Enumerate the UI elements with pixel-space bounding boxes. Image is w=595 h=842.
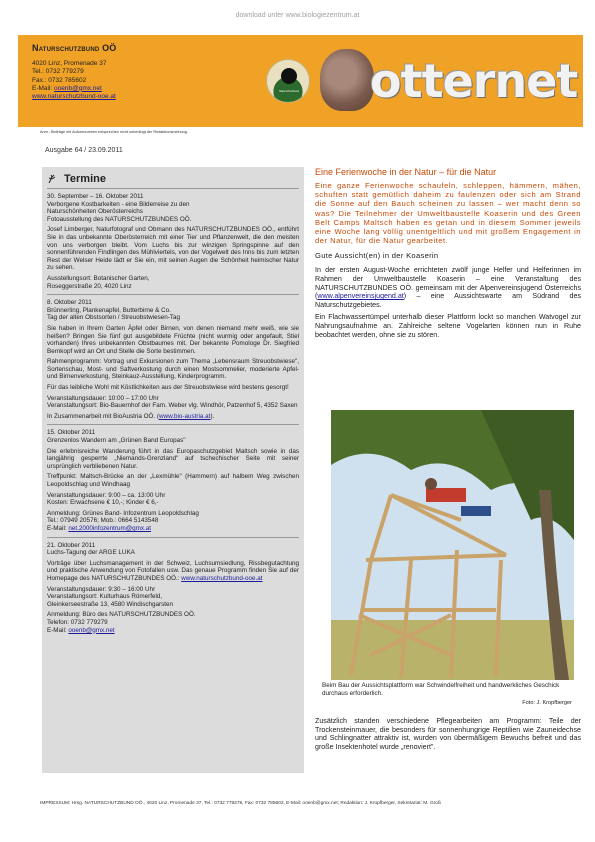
article-paragraph: Ein Flachwassertümpel unterhalb dieser Plattform lockt so manchen Watvogel zur Nahrungsaufnahme an. Zahlreiche seltene Vogelarten können nun in Ruhe beobachtet werden, ohne sie zu stören. — [315, 313, 581, 339]
article-paragraph: Zusätzlich standen verschiedene Pflegearbeiten am Programm: Teile der Trockensteinmauer, die besonders für sonnenhungrige Reptilien wie Zauneidechse und Schlingnatter attraktiv ist, wurden von übermäßigem Bewuchs befreit und das große Insektenhotel wurde „renoviert". — [315, 717, 581, 751]
logo-wordmark: otternet — [370, 54, 578, 108]
address: 4020 Linz, Promenade 37 — [32, 60, 107, 68]
email-line: E-Mail: ooenb@gmx.net — [32, 84, 102, 92]
article — [315, 167, 581, 343]
termine-heading: Termine — [47, 174, 299, 189]
naturschutzbund-link[interactable]: www.naturschutzbund-ooe.at — [181, 574, 263, 582]
article-intro: Eine ganze Ferienwoche schaufeln, schleppen, hämmern, mähen, schuften statt gemütlich daheim zu faulenzen oder sich am Strand die Sonne auf den Bauch scheinen zu lassen – wer macht denn so was? Die Teilnehmer der Umweltbaustelle Koaserin und des Green Belt Camps Maltsch haben es getan und in diesem Sommer jeweils eine Woche lang völlig unentgeltlich und mit großem Engagement in der Natur, für die Natur gearbeitet. — [315, 181, 581, 246]
infozentrum-email-link[interactable]: net.2000infozentrum@gmx.at — [68, 524, 152, 532]
event-4: 21. Oktober 2011 Luchs-Tagung der ARGE LUKA Vorträge über Luchsmanagement in der Schweiz, Luchsumsiedlung, Rissbegutachtung und praktische Anwendung von Fotofallen usw. Das genaue Programm finden Sie auf der Homepage des NATURSCHUTZBUNDES OÖ.: www.naturschutzbund-ooe.at Veranstaltungsdauer: 9:30 – 16:00 Uhr Veranstaltungsort: Kulturhaus Römerfeld, Gleinkerseestraße 13, 4580 Windischgarsten Anmeldung: Büro des NATURSCHUTZBUNDES OÖ. Telefon: 0732 779279 E-Mail: ooenb@gmx.net — [47, 541, 299, 634]
contact-block — [32, 44, 116, 101]
divider — [47, 537, 299, 538]
termine-sidebar — [42, 167, 304, 773]
bird-icon — [281, 68, 297, 84]
article-subheading: Gute Aussicht(en) in der Koaserin — [315, 251, 439, 261]
org-name: Naturschutzbund OÖ — [32, 43, 117, 53]
fax: Fax.: 0732 785602 — [32, 76, 87, 84]
photo-credit: Foto: J. Kropfberger — [522, 700, 572, 706]
event-3: 15. Oktober 2011 Grenzenlos Wandern am „Grünen Band Europas" Die erlebnisreiche Wanderung führt in das Europaschutzgebiet Maltsch sowie in das langjährig gesperrte „Niemands-Grenzland" auf tschechischer Seite mit seiner ursprünglich verbliebenen Natur. Treffpunkt: Maltsch-Brücke an der „Lexmühle" (Hammern) auf halbem Weg zwischen Leopoldschlag und Windhaag Veranstaltungsdauer: 9:00 – ca. 13:00 Uhr Kosten: Erwachsene € 10,-; Kinder € 6,- Anmeldung: Grünes Band- Infozentrum Leopoldschlag Tel.: 07949 20576; Mob.: 0664 5143548 E-Mail: net.2000infozentrum@gmx.at — [47, 429, 299, 532]
event-1: 30. September – 16. Oktober 2011 Verborgene Kostbarkeiten - eine Bilderreise zu den Naturschönheiten Oberösterreichs Fotoausstellung des NATURSCHUTZBUNDES OÖ. Josef Limberger, Naturfotograf und Obmann des NATURSCHUTZBUNDES OÖ., entführt Sie in das unbekannte Oberösterreich mit einer Tier und Pflanzenwelt, die den meisten von uns verborgen bleibt. Vom Luchs bis zur winzigen Springspinne auf den sonnenführenden Findlingen des Mühlviertels, von der Vogelwelt des Inns bis zum letzten Rest der Welser Heide lädt er Sie ein, mit seinen Augen die Schönheit heimischer Natur zu sehen. Ausstellungsort: Botanischer Garten, Roseggerstraße 20, 4020 Linz — [47, 193, 299, 290]
event-2: 8. Oktober 2011 Brünnerling, Plankenapfel, Butterbirne & Co. Tag der alten Obstsorten / Streuobstwiesen-Tag Sie haben in Ihrem Garten Äpfel oder Birnen, von denen niemand mehr weiß, wie sie heißen? Bringen Sie fünf gut ausgebildete Früchte (nicht wurmig oder angefault, Stiel vorhanden) Ihres unbekannten Obstbaumes mit. Der bekannte Pomologe Dr. Siegfried Bernkopf wird an Ort und Stelle die Sorte bestimmen. Rahmenprogramm: Vortrag und Exkursionen zum Thema „Lebensraum Streuobstwiese", Sortenschau, Most- und Saftverkostung durch einen Mostsommelier, moderierte Apfel- und Birnenverkostung, Steinkauz-Ausstellung, Kinderprogramm. Für das leibliche Wohl mit Köstlichkeiten aus der Streuobstwiese wird bestens gesorgt! Veranstaltungsdauer: 10:00 – 17:00 Uhr Veranstaltungsort: Bio-Bauernhof der Fam. Weber vlg. Windhör, Patzenhof 5, 4352 Saxen In Zusammenarbeit mit BioAustria OÖ. (www.bio-austria.at). — [47, 299, 299, 420]
imprint: IMPRESSUM: Hrsg. NATURSCHUTZBUND OÖ., 4020 Linz, Promenade 37, Tel.: 0732 779279, Fax: 0732 785602, E-Mail: ooenb@gmx.net; Redaktion: J. Kropfberger, Sekretariat: M. Groß — [40, 801, 441, 806]
otter-icon — [320, 49, 374, 111]
article-paragraph: In der ersten August-Woche errichteten zwölf junge Helfer und Helferinnen im Rahmen der Umweltbaustelle Koaserin – eine Veranstaltung des NATURSCHUTZBUNDES OÖ. gemeinsam mit der Alpenvereinsjugend Österreichs (www.alpenvereinsjugend.at) – eine Aussichtswarte am Südrand des Naturschutzgebietes. — [315, 266, 581, 309]
watermark: download unter www.biologiezentrum.at — [235, 12, 360, 19]
article-photo — [331, 410, 574, 680]
flower-icon — [47, 174, 58, 185]
article-title: Eine Ferienwoche in der Natur – für die Natur — [315, 167, 497, 177]
email-link[interactable]: ooenb@gmx.net — [54, 84, 102, 92]
issue-number: Ausgabe 64 / 23.09.2011 — [45, 147, 123, 154]
divider — [47, 294, 299, 295]
masthead — [18, 35, 583, 127]
divider — [47, 424, 299, 425]
disclaimer: Anm.: Beiträge mit Autorennamen entsprechen nicht unbedingt der Redaktionsmeinung. — [40, 130, 188, 134]
otternet-logo — [320, 49, 578, 113]
phone: Tel.: 0732 779279 — [32, 68, 84, 76]
website-link[interactable]: www.naturschutzbund-ooe.at — [32, 93, 116, 101]
alpenverein-link[interactable]: www.alpenvereinsjugend.at — [317, 292, 404, 301]
hk-logo: Naturschutzbund — [266, 59, 310, 103]
photo-caption: Beim Bau der Aussichtsplattform war Schwindelfreiheit und handwerkliches Geschick durchaus erforderlich. — [322, 682, 560, 697]
ooenb-email-link[interactable]: ooenb@gmx.net — [68, 626, 115, 634]
bio-austria-link[interactable]: www.bio-austria.at — [158, 412, 211, 420]
